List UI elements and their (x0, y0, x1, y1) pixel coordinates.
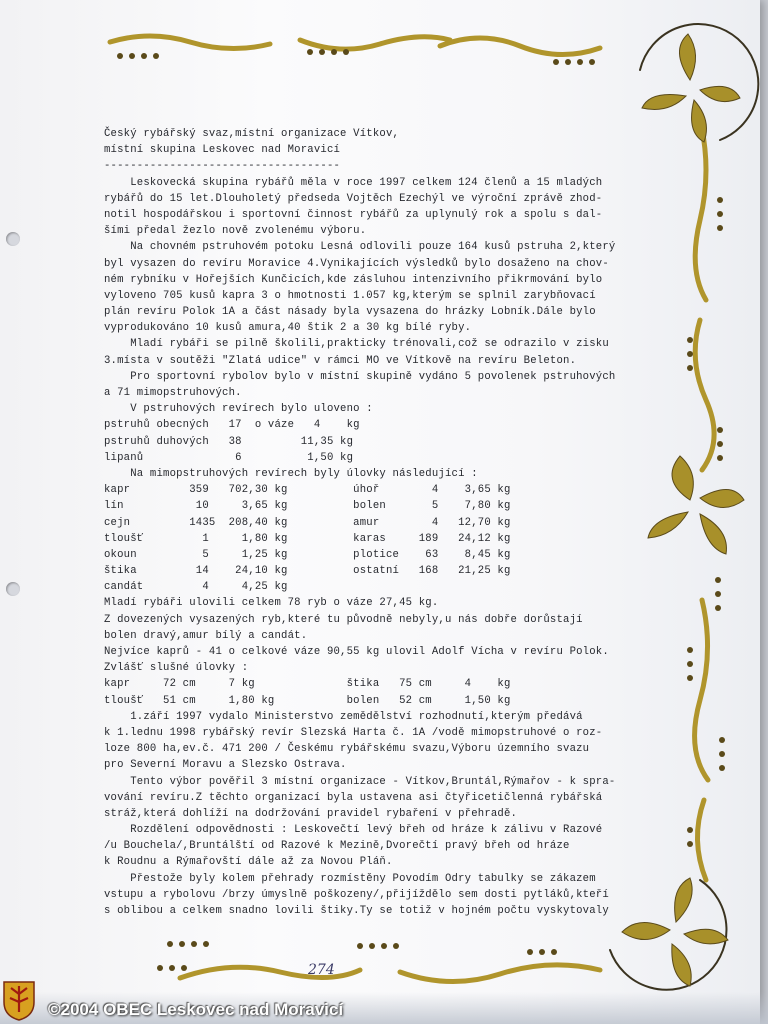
watermark-footer (0, 992, 768, 1024)
document-line: vstupu a rybolovu /brzy úmyslně poškozeny/,přijíždělo sem dosti pytláků,kteří (104, 888, 609, 901)
document-line: Český rybářský svaz,místní organizace Vítkov, (104, 128, 400, 140)
document-line: k Roudnu a Rýmařovští dále až za Novou Pláň. (104, 856, 393, 869)
document-line: Pro sportovní rybolov bylo v místní skupině vydáno 5 povolenek pstruhových (104, 370, 616, 383)
document-line: ------------------------------------ (104, 160, 341, 173)
page-number: 274 (308, 962, 335, 978)
document-line: byl vysazen do revíru Moravice 4.Vynikajících výsledků bylo dosaženo na chov- (104, 257, 609, 270)
document-line: V pstruhových revírech bylo uloveno : (104, 403, 373, 416)
document-line: lín 10 3,65 kg bolen 5 7,80 kg (104, 500, 511, 513)
document-line: vyloveno 705 kusů kapra 3 o hmotnosti 1.057 kg,kterým se splnil zarybňovací (104, 289, 596, 302)
document-line: Rozdělení odpovědnosti : Leskovečtí levý břeh od hráze k zálivu v Razové (104, 824, 603, 837)
document-line: bolen dravý,amur bílý a candát. (104, 629, 308, 642)
document-line: s oblibou a celkem snadno lovili štiky.Ty se totiž v hojném počtu vyskytovaly (104, 905, 609, 917)
document-line: Na mimopstruhových revírech byly úlovky následující : (104, 467, 478, 480)
document-line: /u Bouchela/,Bruntálští od Razové k Mezině,Dvorečtí pravý břeh od hráze (104, 840, 570, 853)
document-line: 1.září 1997 vydalo Ministerstvo zemědělství rozhodnutí,kterým předává (104, 710, 583, 723)
document-line: pstruhů obecných 17 o váze 4 kg (104, 419, 360, 432)
document-line: okoun 5 1,25 kg plotice 63 8,45 kg (104, 548, 511, 561)
document-line: Leskovecká skupina rybářů měla v roce 1997 celkem 124 členů a 15 mladých (104, 176, 603, 189)
document-line: notil hospodářskou i sportovní činnost rybářů za uplynulý rok a spolu s dal- (104, 208, 603, 221)
document-line: candát 4 4,25 kg (104, 581, 288, 594)
document-line: ném rybníku v Hořejších Kunčicích,kde zásluhou intenzivního přikrmování bylo (104, 273, 603, 286)
document-line: Na chovném pstruhovém potoku Lesná odlovili pouze 164 kusů pstruha 2,který (104, 241, 616, 254)
document-line: kapr 72 cm 7 kg štika 75 cm 4 kg (104, 678, 511, 691)
document-line: Nejvíce kaprů - 41 o celkové váze 90,55 kg ulovil Adolf Vícha v revíru Polok. (104, 646, 609, 658)
document-line: a 71 mimopstruhových. (104, 387, 242, 399)
document-line: k 1.lednu 1998 rybářský revír Slezská Harta č. 1A /vodě mimopstruhové o roz- (104, 726, 603, 739)
document-line: stráž,která dohlíží na dodržování pravidel rybaření v přehradě. (104, 807, 518, 820)
document-line: rybářů do 15 let.Dlouholetý předseda Vojtěch Ezechýl ve výroční zprávě zhod- (104, 192, 603, 205)
document-line: Přestože byly kolem přehrady rozmístěny Povodím Odry tabulky se zákazem (104, 872, 596, 885)
document-text (104, 126, 644, 919)
document-line: 3.místa v soutěži "Zlatá udice" v rámci MO ve Vítkově na revíru Beleton. (104, 354, 577, 367)
document-line: vyprodukováno 10 kusů amura,40 štik 2 a 30 kg bílé ryby. (104, 322, 472, 335)
document-line: štika 14 24,10 kg ostatní 168 21,25 kg (104, 565, 511, 578)
document-line: loze 800 ha,ev.č. 471 200 / Českému rybářskému svazu,Výboru územního svazu (104, 743, 590, 756)
document-line: místní skupina Leskovec nad Moravicí (104, 144, 341, 157)
document-line: tloušť 1 1,80 kg karas 189 24,12 kg (104, 532, 511, 545)
document-line: lipanů 6 1,50 kg (104, 451, 354, 464)
document-line: Mladí rybáři ulovili celkem 78 ryb o váze 27,45 kg. (104, 597, 439, 610)
copyright-text: ©2004 OBEC Leskovec nad Moravicí (48, 1000, 344, 1019)
document-line: šími předal žezlo nově zvolenému výboru. (104, 225, 367, 238)
document-line: pro Severní Moravu a Slezsko Ostrava. (104, 759, 347, 772)
document-line: Tento výbor pověřil 3 místní organizace - Vítkov,Bruntál,Rýmařov - k spra- (104, 775, 616, 788)
document-line: pstruhů duhových 38 11,35 kg (104, 435, 354, 448)
coat-of-arms-icon (2, 978, 36, 1022)
document-line: cejn 1435 208,40 kg amur 4 12,70 kg (104, 516, 511, 529)
document-line: plán revíru Polok 1A a část násady byla vysazena do hrázky Lobník.Dále bylo (104, 306, 596, 319)
document-line: Zvlášť slušné úlovky : (104, 662, 249, 675)
document-line: kapr 359 702,30 kg úhoř 4 3,65 kg (104, 484, 511, 497)
document-line: tloušť 51 cm 1,80 kg bolen 52 cm 1,50 kg (104, 694, 511, 707)
document-line: vování revíru.Z těchto organizací byla ustavena asi čtyřicetičlenná rybářská (104, 791, 603, 804)
document-line: Z dovezených vysazených ryb,které tu původně nebyly,u nás dobře dorůstají (104, 613, 583, 626)
document-line: Mladí rybáři se pilně školili,prakticky trénovali,což se odrazilo v zisku (104, 338, 609, 351)
